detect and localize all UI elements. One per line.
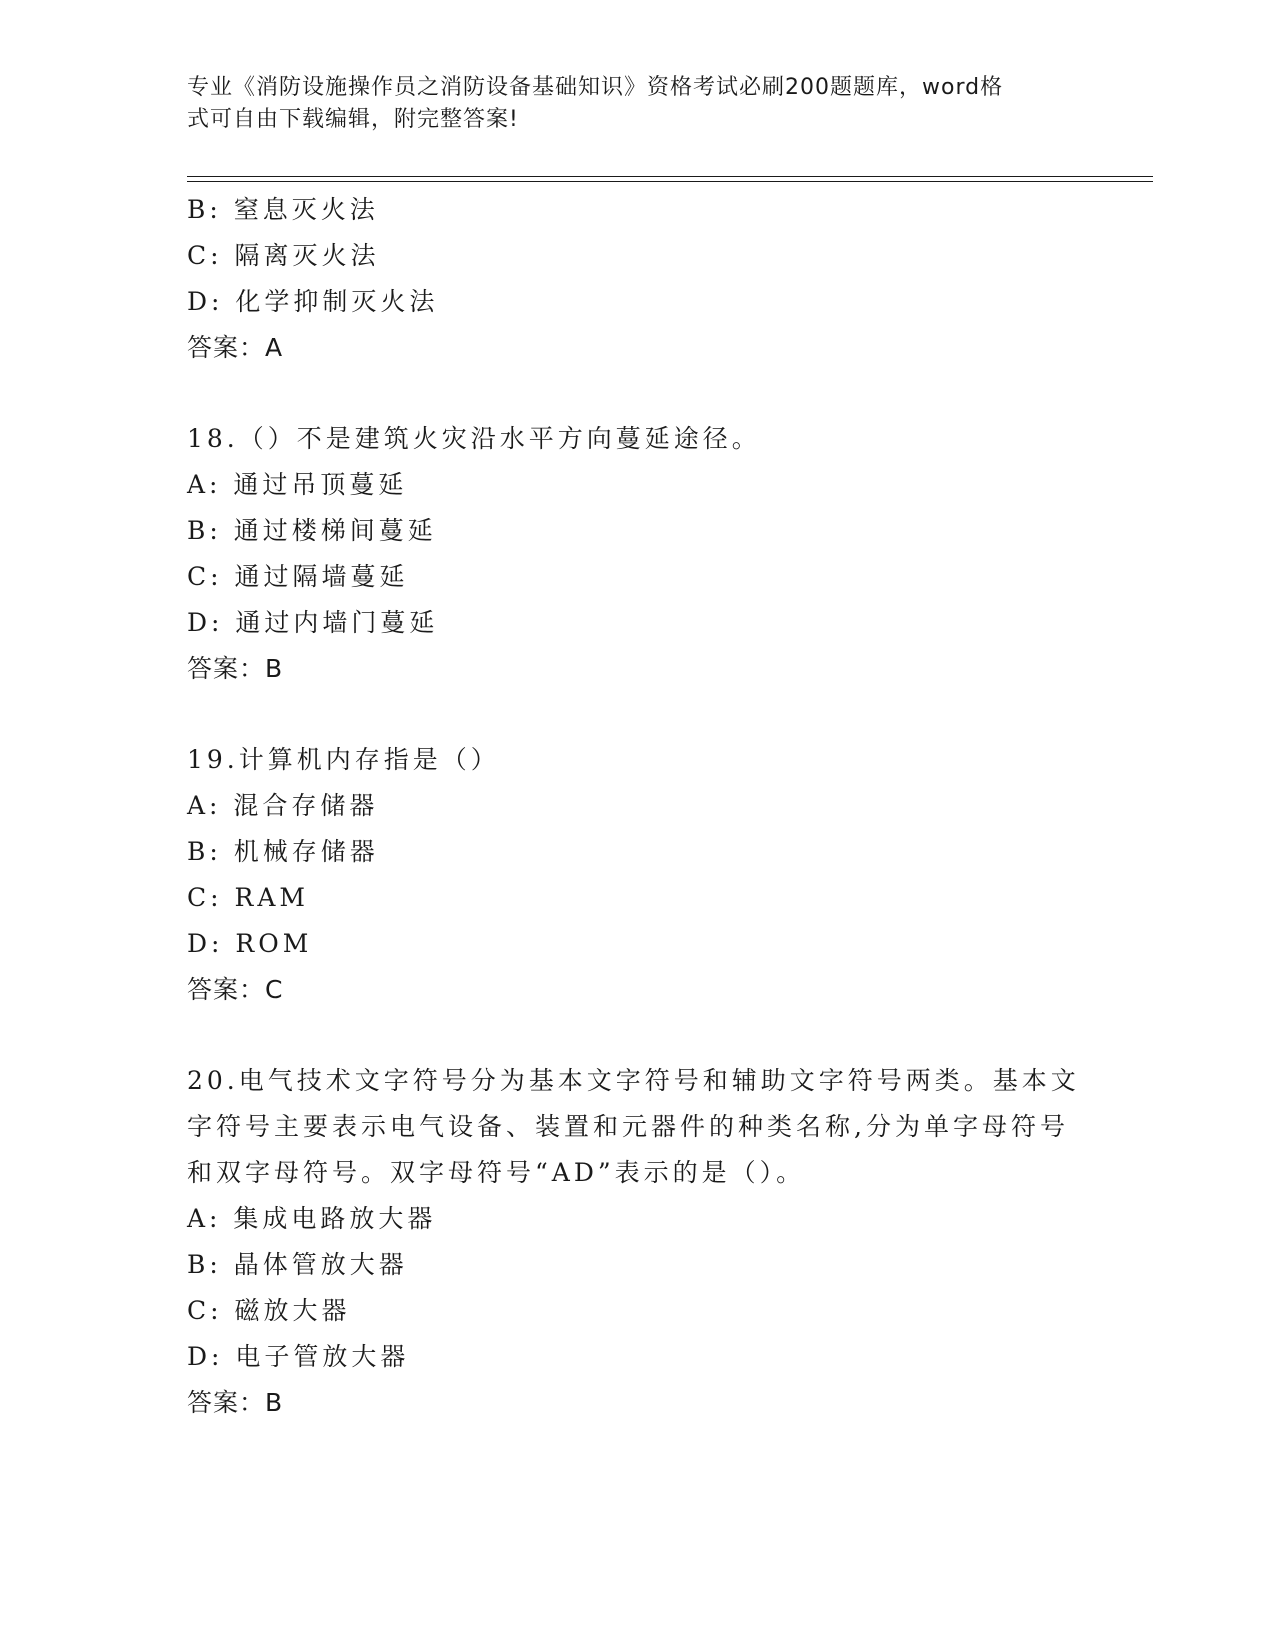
question-stem: 19.计算机内存指是（）: [187, 745, 500, 774]
spacer: [187, 692, 1087, 737]
question-stem-line-3: 和双字母符号。双字母符号“AD”表示的是（）。: [187, 1158, 806, 1187]
option-a: A: 通过吊顶蔓延: [187, 470, 408, 499]
question-stem-line-2: 字符号主要表示电气设备、装置和元器件的种类名称,分为单字母符号: [187, 1112, 1069, 1141]
document-header: [187, 72, 1077, 136]
header-line-1: 专业《消防设施操作员之消防设备基础知识》资格考试必刷200题题库，word格: [187, 75, 1004, 100]
option-d: D: 通过内墙门蔓延: [187, 608, 439, 637]
question-stem: 18.（）不是建筑火灾沿水平方向蔓延途径。: [187, 424, 761, 453]
header-divider-top: [187, 176, 1153, 177]
question-20: [187, 1058, 1087, 1426]
answer: 答案：B: [187, 654, 284, 683]
question-list: [187, 187, 1087, 1426]
option-a: A: 集成电路放大器: [187, 1204, 437, 1233]
option-d: D: 化学抑制灭火法: [187, 287, 439, 316]
option-c: C: 隔离灭火法: [187, 241, 380, 270]
answer: 答案：C: [187, 975, 284, 1004]
question-18: [187, 416, 1087, 692]
option-a: A: 混合存储器: [187, 791, 379, 820]
option-c: C: RAM: [187, 883, 309, 912]
option-b: B: 机械存储器: [187, 837, 379, 866]
option-b: B: 晶体管放大器: [187, 1250, 408, 1279]
spacer: [187, 371, 1087, 416]
option-b: B: 通过楼梯间蔓延: [187, 516, 437, 545]
answer: 答案：A: [187, 333, 284, 362]
header-line-2: 式可自由下载编辑，附完整答案!: [187, 107, 519, 132]
answer: 答案：B: [187, 1388, 284, 1417]
spacer: [187, 1013, 1087, 1058]
option-c: C: 磁放大器: [187, 1296, 351, 1325]
option-c: C: 通过隔墙蔓延: [187, 562, 409, 591]
question-17-tail: [187, 187, 1087, 371]
question-19: [187, 737, 1087, 1013]
header-divider-bottom: [187, 181, 1153, 182]
option-b: B: 窒息灭火法: [187, 195, 379, 224]
question-stem-line-1: 20.电气技术文字符号分为基本文字符号和辅助文字符号两类。基本文: [187, 1066, 1080, 1095]
option-d: D: ROM: [187, 929, 313, 958]
option-d: D: 电子管放大器: [187, 1342, 410, 1371]
